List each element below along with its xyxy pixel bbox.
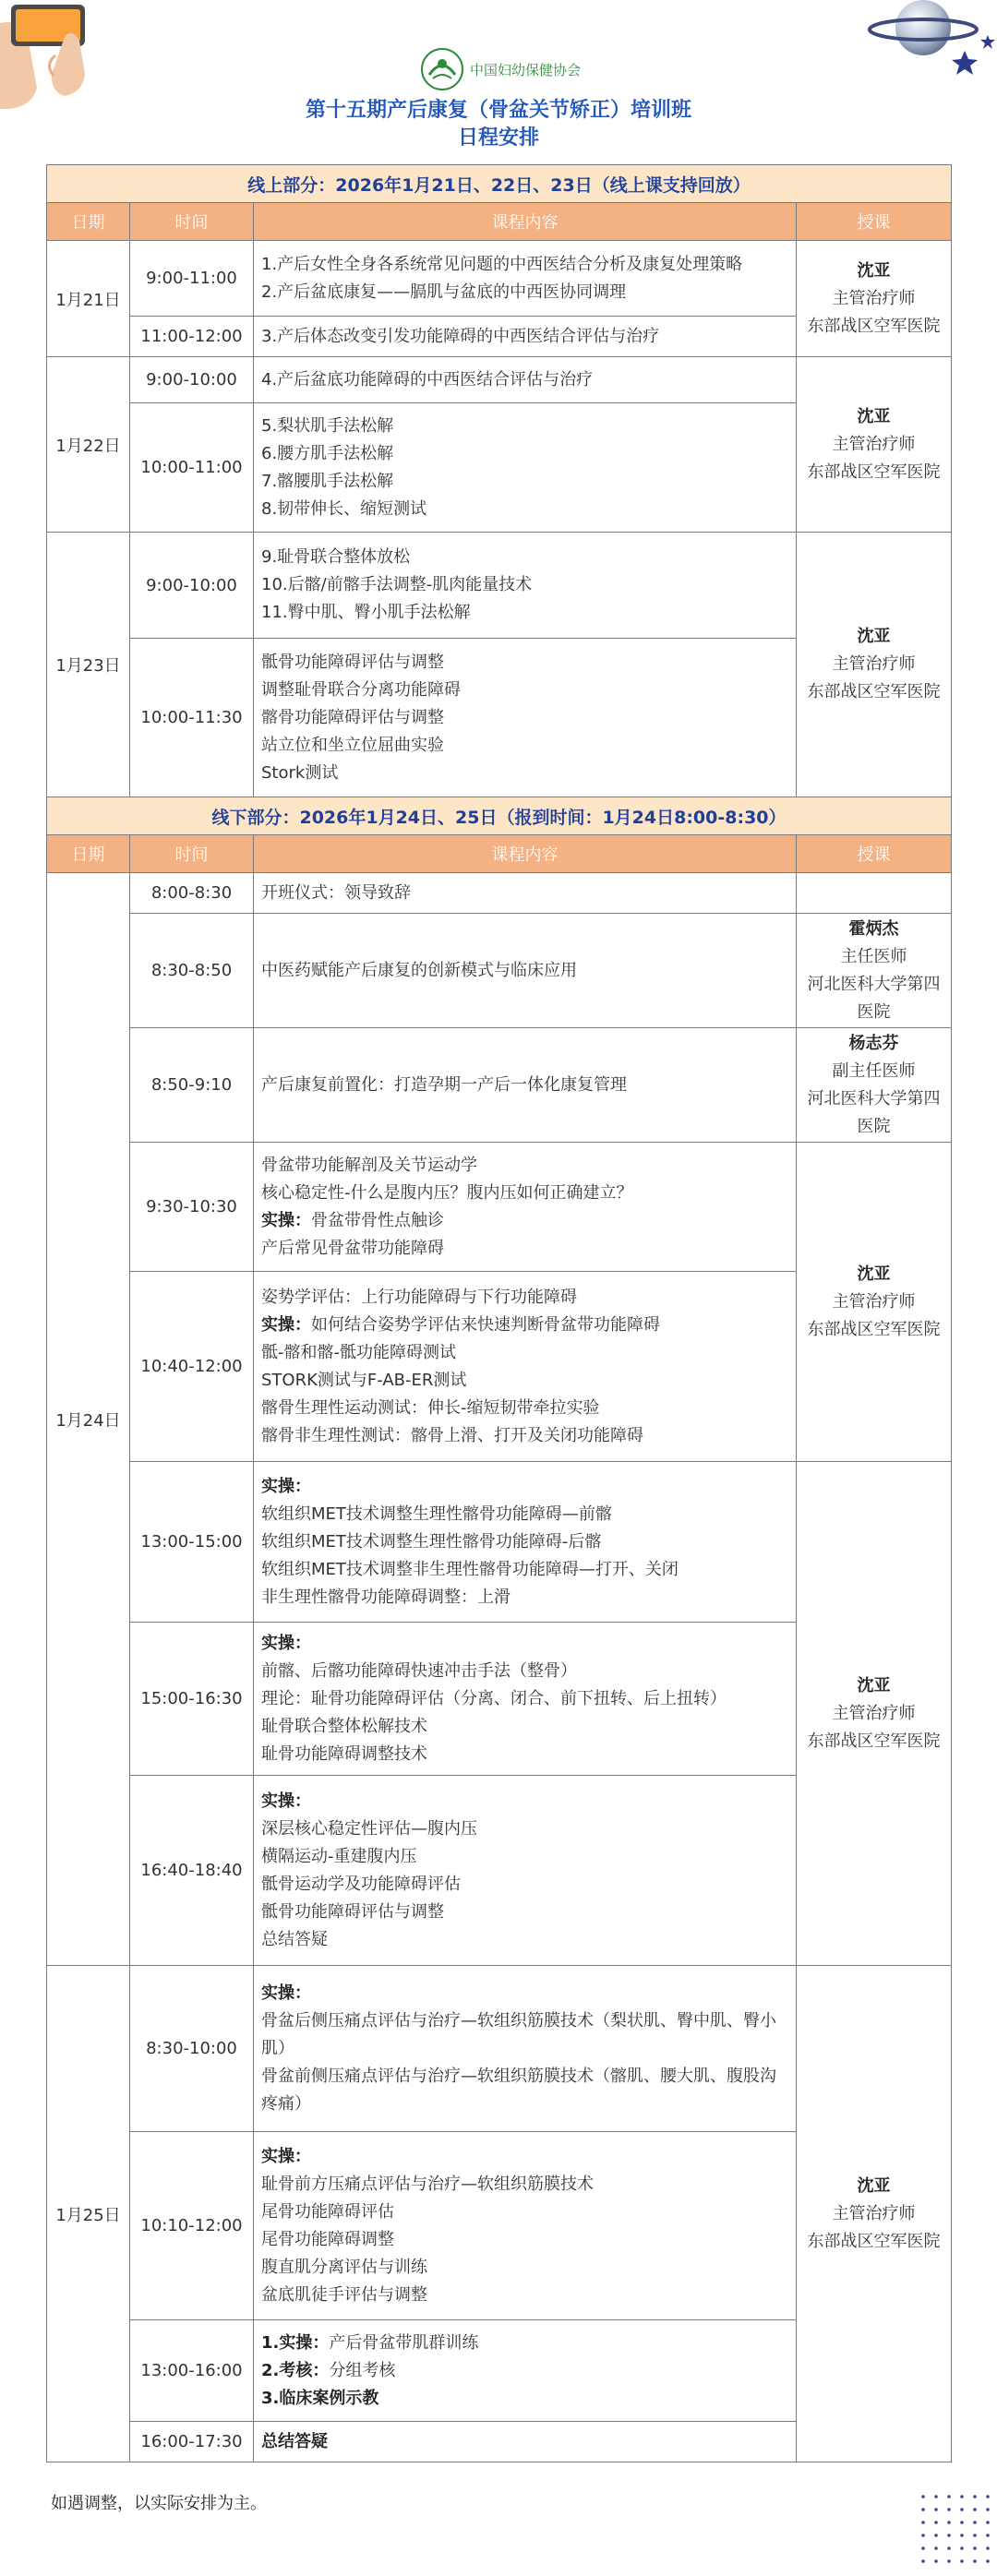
- table-header-row: [47, 203, 952, 241]
- content-line: 髂骨生理性运动测试：伸长-缩短韧带牵拉实验: [261, 1397, 600, 1418]
- content-line: 软组织MET技术调整生理性髂骨功能障碍—前髂: [261, 1504, 612, 1524]
- content-line: 总结答疑: [261, 1929, 328, 1949]
- time-cell: 8:00-8:30: [130, 873, 254, 914]
- footnote: 如遇调整，以实际安排为主。: [51, 2494, 267, 2513]
- content-line: [261, 1473, 788, 1501]
- content-line: 耻骨功能障碍调整技术: [261, 1743, 427, 1764]
- content-line: 2.产后盆底康复——膈肌与盆底的中西医协同调理: [261, 282, 627, 302]
- header-teacher: 授课: [797, 835, 952, 873]
- content-text: 分组考核: [329, 2360, 396, 2380]
- content-cell: [254, 639, 797, 797]
- content-line: 耻骨联合整体松解技术: [261, 1716, 427, 1736]
- teacher-name: 杨志芬: [848, 1033, 899, 1053]
- teacher-org: 河北医科大学第四医院: [807, 974, 941, 1022]
- content-cell: [254, 403, 797, 533]
- teacher-title: 副主任医师: [832, 1060, 916, 1081]
- teacher-org: 东部战区空军医院: [807, 461, 941, 482]
- table-row: [47, 357, 952, 403]
- content-cell: [254, 914, 797, 1028]
- content-cell: [254, 1462, 797, 1623]
- content-line: 实操：骨盆带骨性点触诊: [261, 1210, 444, 1230]
- content-label: 实操：: [261, 1210, 311, 1230]
- teacher-cell: [797, 914, 952, 1028]
- content-line: Stork测试: [261, 762, 339, 783]
- org-emblem-icon: [420, 47, 464, 91]
- time-cell: 8:30-10:00: [130, 1966, 254, 2132]
- teacher-name: 沈亚: [857, 1264, 891, 1284]
- content-cell: [254, 1623, 797, 1776]
- table-row: [47, 1028, 952, 1143]
- teacher-cell: [797, 357, 952, 533]
- schedule-table: [46, 164, 952, 2462]
- time-cell: 10:00-11:00: [130, 403, 254, 533]
- content-line: 调整耻骨联合分离功能障碍: [261, 679, 461, 700]
- content-line: 7.髂腰肌手法松解: [261, 471, 394, 491]
- content-line: [261, 2357, 788, 2385]
- content-cell: [254, 241, 797, 317]
- content-label: 实操：: [261, 1633, 311, 1653]
- table-row: [47, 241, 952, 317]
- content-cell: [254, 1028, 797, 1143]
- content-line: 髂骨功能障碍评估与调整: [261, 707, 444, 727]
- content-line: 9.耻骨联合整体放松: [261, 547, 411, 567]
- teacher-cell: [797, 873, 952, 914]
- teacher-title: 主管治疗师: [832, 1703, 916, 1723]
- content-line: 11.臀中肌、臀小肌手法松解: [261, 603, 471, 622]
- content-line: 尾骨功能障碍评估: [261, 2201, 394, 2222]
- teacher-cell: [797, 1143, 952, 1462]
- content-cell: [254, 2320, 797, 2422]
- content-cell: [254, 1776, 797, 1966]
- content-line: 骨盆后侧压痛点评估与治疗—软组织筋膜技术（梨状肌、臀中肌、臀小肌）: [261, 2010, 776, 2058]
- time-cell: 10:40-12:00: [130, 1272, 254, 1462]
- content-label: 总结答疑: [261, 2431, 328, 2451]
- offline-section-title: 线下部分：2026年1月24日、25日（报到时间：1月24日8:00-8:30）: [47, 797, 952, 835]
- content-line: 3.产后体态改变引发功能障碍的中西医结合评估与治疗: [261, 326, 660, 346]
- content-line: 实操：如何结合姿势学评估来快速判断骨盆带功能障碍: [261, 1314, 660, 1335]
- teacher-org: 东部战区空军医院: [807, 2231, 941, 2251]
- teacher-cell: [797, 241, 952, 357]
- content-line: 盆底肌徒手评估与调整: [261, 2284, 427, 2305]
- header-date: 日期: [47, 203, 130, 241]
- table-row: [47, 914, 952, 1028]
- table-header-row: [47, 835, 952, 873]
- teacher-cell: [797, 1462, 952, 1966]
- time-cell: 16:40-18:40: [130, 1776, 254, 1966]
- content-line: 骨盆带功能解剖及关节运动学: [261, 1155, 477, 1175]
- content-line: 8.韧带伸长、缩短测试: [261, 498, 427, 519]
- page-subtitle: 日程安排: [457, 126, 539, 150]
- content-cell: [254, 873, 797, 914]
- header-content: 课程内容: [254, 203, 797, 241]
- time-cell: 9:00-10:00: [130, 533, 254, 639]
- teacher-name: 沈亚: [857, 627, 891, 646]
- teacher-name: 沈亚: [857, 260, 891, 281]
- teacher-org: 东部战区空军医院: [807, 316, 941, 336]
- org-name: 中国妇幼保健协会: [470, 61, 582, 78]
- teacher-cell: [797, 1028, 952, 1143]
- content-cell: [254, 2132, 797, 2320]
- content-cell: [254, 1966, 797, 2132]
- teacher-title: 主任医师: [840, 946, 907, 966]
- header-date: 日期: [47, 835, 130, 873]
- content-line: 核心稳定性-什么是腹内压？腹内压如何正确建立？: [261, 1182, 633, 1203]
- content-line: 产后常见骨盆带功能障碍: [261, 1238, 444, 1258]
- time-cell: 13:00-16:00: [130, 2320, 254, 2422]
- content-line: 产后康复前置化：打造孕期一产后一体化康复管理: [261, 1074, 627, 1095]
- teacher-cell: [797, 1966, 952, 2462]
- planet-icon: [859, 0, 997, 92]
- content-label: 实操：: [261, 1476, 311, 1496]
- content-label: 2.考核：: [261, 2360, 330, 2380]
- table-row: [47, 1966, 952, 2132]
- teacher-name: 沈亚: [857, 2175, 891, 2196]
- table-row: [47, 1143, 952, 1272]
- content-cell: [254, 357, 797, 403]
- online-section-row: [47, 165, 952, 203]
- content-line: [261, 1630, 788, 1658]
- content-line: 前髂、后髂功能障碍快速冲击手法（整骨）: [261, 1660, 577, 1681]
- teacher-name: 沈亚: [857, 1675, 891, 1695]
- content-line: 骶骨功能障碍评估与调整: [261, 652, 444, 672]
- dot-grid-icon: [919, 2492, 992, 2570]
- teacher-cell: [797, 533, 952, 797]
- content-line: 髂骨非生理性测试：髂骨上滑、打开及关闭功能障碍: [261, 1425, 643, 1445]
- content-line: 站立位和坐立位屈曲实验: [261, 735, 444, 755]
- content-line: [261, 2143, 788, 2171]
- content-line: 耻骨前方压痛点评估与治疗—软组织筋膜技术: [261, 2174, 594, 2194]
- time-cell: 8:50-9:10: [130, 1028, 254, 1143]
- date-cell: 1月21日: [47, 241, 130, 357]
- content-label: 3.临床案例示教: [261, 2388, 379, 2408]
- content-cell: [254, 317, 797, 357]
- content-line: 中医药赋能产后康复的创新模式与临床应用: [261, 960, 577, 980]
- date-cell: 1月23日: [47, 533, 130, 797]
- content-line: 4.产后盆底功能障碍的中西医结合评估与治疗: [261, 369, 594, 389]
- content-line: 6.腰方肌手法松解: [261, 443, 394, 463]
- teacher-org: 东部战区空军医院: [807, 1319, 941, 1339]
- content-line: 腹直肌分离评估与训练: [261, 2257, 427, 2277]
- content-line: 开班仪式：领导致辞: [261, 882, 411, 903]
- teacher-title: 主管治疗师: [832, 2203, 916, 2223]
- content-line: 深层核心稳定性评估—腹内压: [261, 1818, 477, 1839]
- online-section-title: 线上部分：2026年1月21日、22日、23日（线上课支持回放）: [47, 165, 952, 203]
- teacher-name: 霍炳杰: [848, 918, 899, 939]
- header-content: 课程内容: [254, 835, 797, 873]
- time-cell: 9:00-10:00: [130, 357, 254, 403]
- content-line: 非生理性髂骨功能障碍调整：上滑: [261, 1587, 511, 1607]
- header-time: 时间: [130, 835, 254, 873]
- offline-section-row: [47, 797, 952, 835]
- content-line: STORK测试与F-AB-ER测试: [261, 1370, 467, 1390]
- table-row: [47, 533, 952, 639]
- date-cell: 1月22日: [47, 357, 130, 533]
- time-cell: 16:00-17:30: [130, 2422, 254, 2462]
- teacher-title: 主管治疗师: [832, 1291, 916, 1312]
- content-line: 软组织MET技术调整非生理性髂骨功能障碍—打开、关闭: [261, 1559, 679, 1579]
- content-label: 实操：: [261, 1314, 311, 1335]
- teacher-title: 主管治疗师: [832, 288, 916, 308]
- content-cell: [254, 1143, 797, 1272]
- time-cell: 8:30-8:50: [130, 914, 254, 1028]
- time-cell: 11:00-12:00: [130, 317, 254, 357]
- date-cell: 1月24日: [47, 873, 130, 1966]
- content-line: [261, 1788, 788, 1815]
- content-line: 理论：耻骨功能障碍评估（分离、闭合、前下扭转、后上扭转）: [261, 1688, 727, 1708]
- teacher-name: 沈亚: [857, 406, 891, 426]
- content-label: 实操：: [261, 1983, 311, 2003]
- content-line: 尾骨功能障碍调整: [261, 2229, 394, 2249]
- content-cell: [254, 2422, 797, 2462]
- content-line: [261, 1980, 788, 2007]
- content-label: 实操：: [261, 2146, 311, 2166]
- teacher-title: 主管治疗师: [832, 654, 916, 674]
- content-line: [261, 2385, 788, 2413]
- time-cell: 10:00-11:30: [130, 639, 254, 797]
- table-row: [47, 1462, 952, 1623]
- header-time: 时间: [130, 203, 254, 241]
- content-line: [261, 2428, 788, 2456]
- header-teacher: 授课: [797, 203, 952, 241]
- content-line: 10.后髂/前髂手法调整-肌肉能量技术: [261, 575, 533, 594]
- page-title: 第十五期产后康复（骨盆关节矫正）培训班: [305, 99, 691, 122]
- teacher-title: 主管治疗师: [832, 434, 916, 454]
- content-line: 横隔运动-重建腹内压: [261, 1846, 417, 1866]
- content-line: 软组织MET技术调整生理性髂骨功能障碍-后髂: [261, 1531, 602, 1552]
- date-cell: 1月25日: [47, 1966, 130, 2462]
- content-line: 骨盆前侧压痛点评估与治疗—软组织筋膜技术（髂肌、腰大肌、腹股沟疼痛）: [261, 2066, 776, 2114]
- content-line: [261, 2330, 788, 2357]
- time-cell: 13:00-15:00: [130, 1462, 254, 1623]
- content-line: 姿势学评估：上行功能障碍与下行功能障碍: [261, 1287, 577, 1307]
- content-text: 产后骨盆带肌群训练: [329, 2332, 479, 2353]
- content-cell: [254, 1272, 797, 1462]
- content-label: 1.实操：: [261, 2332, 330, 2353]
- hand-phone-icon: [0, 0, 111, 111]
- time-cell: 9:30-10:30: [130, 1143, 254, 1272]
- content-line: 1.产后女性全身各系统常见问题的中西医结合分析及康复处理策略: [261, 254, 743, 274]
- content-line: 骶骨功能障碍评估与调整: [261, 1901, 444, 1922]
- time-cell: 10:10-12:00: [130, 2132, 254, 2320]
- teacher-org: 东部战区空军医院: [807, 1731, 941, 1751]
- time-cell: 9:00-11:00: [130, 241, 254, 317]
- teacher-org: 东部战区空军医院: [807, 682, 941, 701]
- org-logo: [420, 46, 595, 92]
- teacher-org: 河北医科大学第四医院: [807, 1088, 941, 1136]
- content-cell: [254, 533, 797, 639]
- content-line: 5.梨状肌手法松解: [261, 415, 394, 436]
- content-label: 实操：: [261, 1791, 311, 1811]
- table-row: [47, 873, 952, 914]
- content-line: 骶-髂和髂-骶功能障碍测试: [261, 1342, 456, 1362]
- time-cell: 15:00-16:30: [130, 1623, 254, 1776]
- content-line: 骶骨运动学及功能障碍评估: [261, 1874, 461, 1894]
